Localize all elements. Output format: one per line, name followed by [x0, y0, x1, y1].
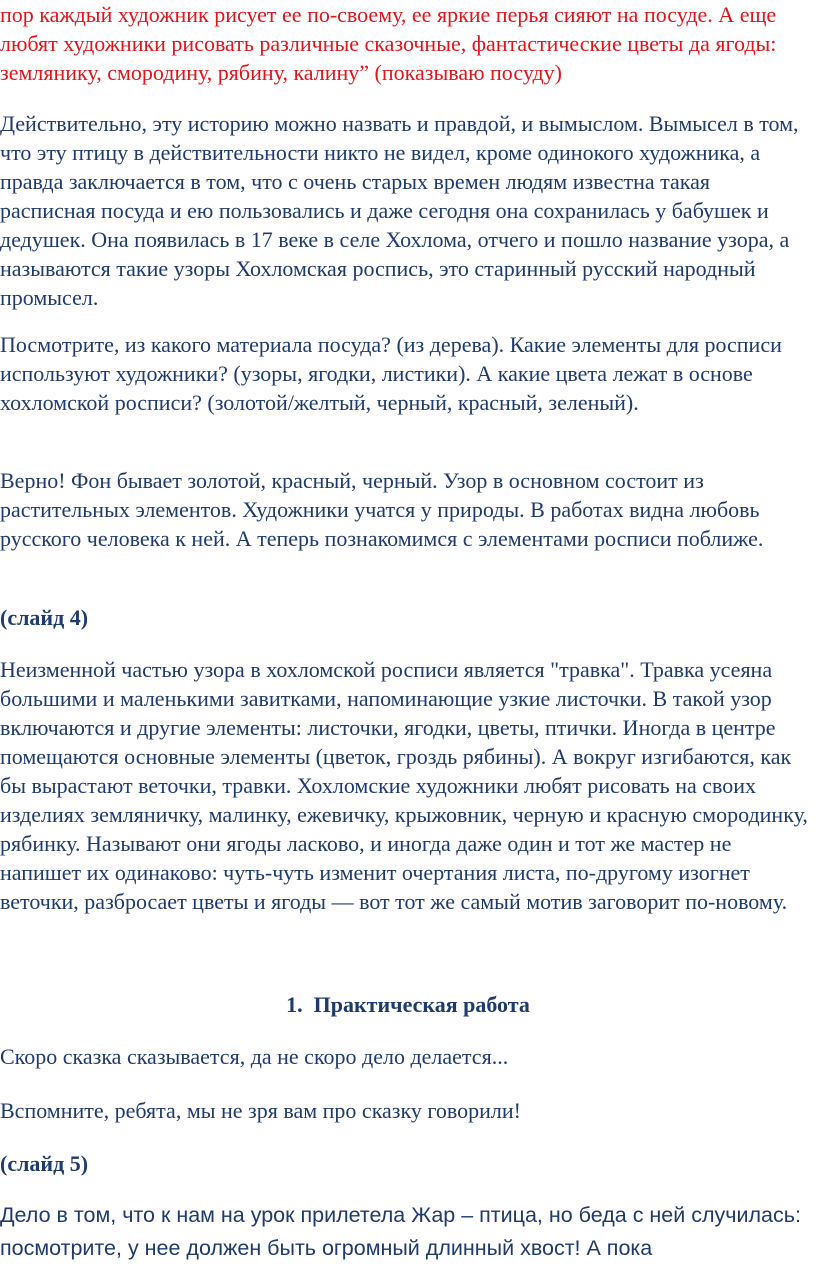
paragraph-remember: Вспомните, ребята, мы не зря вам про сказку говорили!: [0, 1098, 521, 1123]
paragraph-history: Действительно, эту историю можно назвать и правдой, и вымыслом. Вымысел в том, что эту птицу в действительности никто не видел, кроме одинокого художника, а правда заключается в том, что с очень старых времен людям известна такая расписная посуда и ею пользовались и даже сегодня она сохранилась у бабушек и дедушек. Она появилась в 17 веке в селе Хохлома, отчего и пошло название узора, а называются такие узоры Хохломская роспись, это старинный русский народный промысел.: [0, 111, 799, 310]
heading-number: 1.: [286, 992, 303, 1017]
paragraph-ornament: Неизменной частью узора в хохломской росписи является "травка". Травка усеяна большими и маленькими завитками, напоминающие узкие листочки. В такой узор включаются и другие элементы: листочки, ягодки, цветы, птички. Иногда в центре помещаются основные элементы (цветок, гроздь рябины). А вокруг изгибаются, как бы вырастают веточки, травки. Хохломские художники любят рисовать на своих изделиях земляничку, малинку, ежевичку, крыжовник, черную и красную смородинку, рябинку. Называют они ягоды ласково, и иногда даже один и тот же мастер не напишет их одинаково: чуть-чуть изменит очертания листа, по-другому изогнет веточки, разбросает цветы и ягоды — вот тот же самый мотив заговорит по-новому.: [0, 657, 808, 914]
paragraph-story-quote: пор каждый художник рисует ее по-своему, ее яркие перья сияют на посуде. А еще любят художники рисовать различные сказочные, фантастические цветы да ягоды: землянику, смородину, рябину, калину” (показываю посуду): [0, 2, 777, 85]
paragraph-questions: Посмотрите, из какого материала посуда? (из дерева). Какие элементы для росписи используют художники? (узоры, ягодки, листики). А какие цвета лежат в основе хохломской росписи? (золотой/желтый, черный, красный, зеленый).: [0, 332, 782, 415]
heading-text: Практическая работа: [313, 992, 530, 1017]
slide-4-label: (слайд 4): [0, 605, 89, 630]
section-heading-practical-work: [0, 990, 816, 1019]
paragraph-proverb: Скоро сказка сказывается, да не скоро дело делается...: [0, 1044, 509, 1069]
paragraph-firebird: Дело в том, что к нам на урок прилетела Жар – птица, но беда с ней случилась: посмотрите, у нее должен быть огромный длинный хвост! А пока: [0, 1203, 801, 1260]
paragraph-answer: Верно! Фон бывает золотой, красный, черный. Узор в основном состоит из растительных элементов. Художники учатся у природы. В работах видна любовь русского человека к ней. А теперь познакомимся с элементами росписи поближе.: [0, 468, 764, 551]
slide-5-label: (слайд 5): [0, 1151, 89, 1176]
